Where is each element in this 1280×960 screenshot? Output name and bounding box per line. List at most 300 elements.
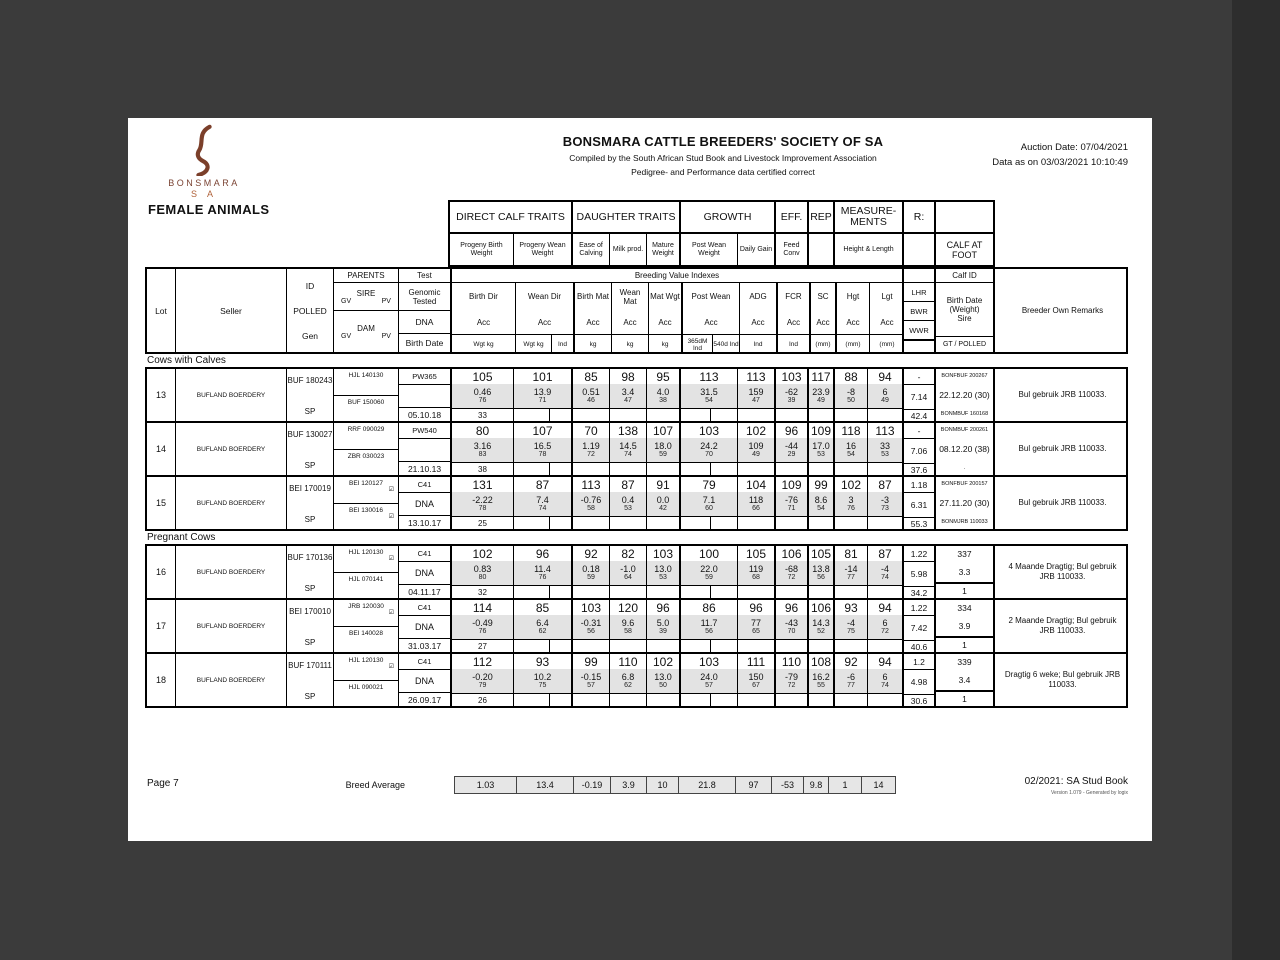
index-value: 102 [472,546,493,561]
col-header [869,283,902,352]
animal-id: BUF 180243 [287,376,333,385]
accuracy-value: 76 [478,397,487,404]
accuracy-value: 47 [752,397,760,404]
ratio-cell [902,654,934,706]
bottom-sub-a [514,463,549,475]
accuracy-value: 50 [847,397,855,404]
lhr-value: 1.18 [904,477,934,493]
bottom-cell [868,693,902,706]
value-band [868,438,902,462]
col-unit: (mm) [870,334,902,352]
breeding-value: 150 [748,672,764,682]
animals-table [145,267,1128,708]
value-col [807,423,833,475]
accuracy-value: 76 [538,574,547,581]
parents-header [333,269,398,352]
calf-mid-value: 3.3 [958,566,971,577]
col-header [515,283,573,352]
accuracy-value: 49 [817,397,825,404]
value-col [609,369,646,421]
bottom-sub-b [549,640,571,652]
accuracy-value: 66 [752,505,760,512]
value-band [452,561,513,585]
value-col [833,546,867,598]
index-value: 104 [745,477,767,492]
index-value: 79 [702,477,716,492]
col-header [611,283,648,352]
index-value: 108 [810,654,832,669]
bottom-cell [610,639,646,652]
value-col [774,477,807,529]
dna-flag: DNA [414,622,434,632]
bottom-sub-a [681,640,710,652]
bottom-cell [514,585,571,598]
bottom-cell [776,408,807,421]
value-band [647,561,679,585]
wwr-label: WWR [904,321,934,340]
calf-birth-weight: 08.12.20 (38) [939,444,990,454]
index-value: 95 [656,369,670,384]
value-col [774,654,807,706]
dam-id: HJL 070141 [348,575,384,583]
value-col [609,546,646,598]
value-col [833,369,867,421]
value-col [646,423,679,475]
accuracy-value: 42 [659,505,667,512]
polled-status: SP [304,407,316,416]
value-col [646,477,679,529]
bottom-sub-a [514,409,549,421]
accuracy-value: 75 [538,682,547,689]
index-value: 102 [745,423,767,438]
trait-group [934,202,993,232]
breeding-value: 16.2 [812,672,830,682]
bottom-cell [868,516,902,529]
breed-average-value: 10 [646,776,679,794]
value-col [679,600,737,652]
index-value: 98 [621,369,635,384]
breed-average-value: 14 [861,776,896,794]
breeding-value: 6 [882,672,888,682]
gt-polled-label: GT / POLLED [936,336,993,352]
accuracy-value: 77 [847,682,855,689]
value-col [737,654,774,706]
calf-id-header [934,269,993,352]
bottom-sub-b [549,517,571,529]
value-columns-header [452,283,902,352]
sire-cell [334,600,398,627]
value-band [681,384,737,408]
document-subtitle-2: Pedigree- and Performance data certified correct [631,167,815,177]
col-unit [516,334,573,352]
accuracy-value: 53 [881,451,889,458]
bottom-cell [681,516,737,529]
index-value: 87 [878,546,892,561]
accuracy-value: 62 [538,628,547,635]
breed-average-value: 1.03 [454,776,517,794]
value-band [647,615,679,639]
dam-header [334,311,398,352]
value-col [737,423,774,475]
value-band [868,561,902,585]
accuracy-value: 71 [787,505,796,512]
accuracy-value: 56 [817,574,825,581]
bottom-cell [514,693,571,706]
accuracy-value: 77 [847,574,855,581]
breeding-value: 9.6 [621,618,635,628]
bottom-cell [809,585,833,598]
dam-id: BUF 150060 [347,398,385,406]
birth-date: 05.10.18 [399,407,450,421]
value-band [809,438,833,462]
calf-birth-weight: 22.12.20 (30) [939,390,990,400]
animal-id: BEI 170019 [289,484,331,493]
bottom-cell [738,639,774,652]
index-value: 94 [878,369,892,384]
index-value: 82 [621,546,635,561]
breed-average-value: -0.19 [573,776,611,794]
value-band [738,492,774,516]
seller-name: BUFLAND BOERDERY [175,477,286,529]
value-col [609,423,646,475]
trait-sub: CALF AT FOOT [934,234,993,265]
test-header [398,269,450,352]
bottom-cell [835,408,867,421]
breeding-value: 4.0 [656,387,670,397]
value-band [809,492,833,516]
value-col [450,546,513,598]
value-col [679,546,737,598]
bottom-cell [776,639,807,652]
value-band [835,384,867,408]
lot-number: 16 [155,567,166,577]
ratio-header [902,269,934,352]
col-acc-label: Acc [658,317,672,327]
trait-subs-row [450,234,993,265]
value-col [833,477,867,529]
value-band [610,492,646,516]
value-col [450,477,513,529]
section-title: Cows with Calves [147,355,226,366]
header-dates [992,140,1128,170]
value-col [867,600,902,652]
index-value: 94 [878,654,892,669]
breeding-value: -8 [846,387,855,397]
weight-kg-value: 26 [452,693,513,706]
bottom-cell [647,585,679,598]
index-value: 113 [581,477,601,492]
bottom-cell [647,462,679,475]
birth-date: 26.09.17 [399,692,450,706]
animal-id-cell [286,477,333,529]
value-band [452,615,513,639]
lot-row [145,598,1128,654]
value-band [835,669,867,693]
wwr-value: 42.4 [910,410,928,421]
gen-label: Gen [301,330,319,341]
value-col [774,600,807,652]
value-band [776,384,807,408]
breeder-remarks: Bul gebruik JRB 110033. [993,369,1130,421]
dam-cell [334,573,398,599]
test-cell [398,423,450,475]
value-band [573,615,609,639]
test-name: C41 [399,654,450,670]
value-col [833,600,867,652]
breeding-value: -0.76 [580,495,602,505]
value-col [679,654,737,706]
value-band [776,615,807,639]
col-header [835,283,869,352]
breeding-value: 0.18 [582,564,600,574]
value-col [737,369,774,421]
lhr-value: 1.22 [904,546,934,562]
accuracy-value: 71 [538,397,547,404]
sire-cell [334,654,398,681]
breeding-value: -4 [880,564,889,574]
sire-id: HJL 140130 [348,372,384,379]
value-col [807,369,833,421]
dam-gvpv [341,333,391,340]
value-col [571,369,609,421]
value-band [573,438,609,462]
calf-id-top: BONFBUF 200157 [941,481,988,487]
breeding-value: 11.7 [700,618,718,628]
trait-group: DIRECT CALF TRAITS [456,210,565,223]
lhr-value: - [904,369,934,385]
breeding-values-header [450,269,902,352]
sire-id: BEI 120127 [349,480,383,487]
index-value: 96 [749,600,763,615]
document-title: BONSMARA CATTLE BREEDERS' SOCIETY OF SA [562,134,884,149]
value-band [610,561,646,585]
value-col [450,423,513,475]
index-value: 107 [532,423,553,438]
bottom-cell [835,516,867,529]
breeding-value: 8.6 [814,495,828,505]
value-band [647,492,679,516]
calf-mid-value: 3.9 [958,620,971,631]
value-band [868,669,902,693]
breeder-remarks: 4 Maande Dragtig; Bul gebruik JRB 110033. [993,546,1130,598]
dam-cell [334,504,398,530]
breeding-value: -76 [784,495,798,505]
col-unit-a: 365dM Ind [687,337,708,352]
col-label: Post Wean [691,292,731,301]
accuracy-value: 59 [587,574,595,581]
breeding-value: 11.4 [534,564,551,574]
accuracy-value: 67 [752,682,760,689]
wwr-value: 30.6 [910,695,928,706]
value-band [610,615,646,639]
accuracy-value: 29 [787,451,796,458]
accuracy-value: 59 [705,574,713,581]
index-value: 106 [781,546,802,561]
dam-cell [334,396,398,422]
value-band [738,561,774,585]
wwr-value: 34.2 [910,587,928,598]
value-col [774,369,807,421]
bottom-cell [573,639,609,652]
trait-group: R: [902,202,934,232]
bottom-cell [776,585,807,598]
window-right-shade [1232,0,1280,960]
bottom-sub-b [710,586,737,598]
animal-id-cell [286,546,333,598]
breeding-value: 0.46 [473,387,492,397]
col-unit: kg [612,334,648,352]
bottom-cell [738,462,774,475]
lot-number: 15 [155,498,166,508]
calf-cell [934,546,993,598]
bottom-sub-b [549,694,571,706]
value-col [807,546,833,598]
polled-status: SP [304,461,316,470]
value-col [571,654,609,706]
col-header [452,283,515,352]
calf-cell [934,369,993,421]
col-acc-label: Acc [586,317,600,327]
value-band [809,561,833,585]
value-band [647,384,679,408]
value-col [450,369,513,421]
test-name: PW365 [399,369,450,385]
lot-header: Lot [155,305,167,316]
breeding-value: 159 [748,387,764,397]
col-header [681,283,739,352]
index-value: 100 [698,546,720,561]
accuracy-value: 76 [847,505,855,512]
bottom-cell [681,639,737,652]
breeding-value: 118 [748,495,764,505]
col-label: SC [817,292,829,301]
bottom-cell [610,516,646,529]
breeding-value: -4 [846,618,855,628]
bottom-sub-a [681,586,710,598]
index-value: 92 [844,654,858,669]
accuracy-value: 49 [752,451,760,458]
accuracy-value: 55 [817,682,825,689]
breeding-value: -0.49 [472,618,493,628]
value-band [738,384,774,408]
breeding-value: 0.83 [473,564,492,574]
wwr-value: 37.6 [910,464,928,475]
breeding-value: 7.4 [536,495,549,505]
document-header [448,134,998,177]
animal-id: BUF 170111 [288,661,332,670]
index-value: 109 [781,477,802,492]
lhr-label: LHR [904,283,934,302]
bottom-cell [835,462,867,475]
sire-gvpv [341,298,391,305]
ratio-cell [902,477,934,529]
breeding-value: -0.31 [580,618,602,628]
dna-flag: DNA [414,499,434,509]
value-band [610,438,646,462]
col-header [739,283,776,352]
breeding-value: -6 [846,672,855,682]
test-name: C41 [399,546,450,562]
ratio-cell [902,423,934,475]
animal-id-cell [286,600,333,652]
sire-id: JRB 120030 [348,603,384,610]
bottom-cell [573,693,609,706]
lhr-value: 1.22 [904,600,934,616]
calf-sire-id: BONMBUF 160168 [940,411,989,417]
value-col [867,546,902,598]
index-value: 110 [618,654,638,669]
parents-cell [333,600,398,652]
bvi-label: Breeding Value Indexes [452,269,902,283]
col-acc-label: Acc [704,317,718,327]
breeder-remarks: Dragtig 6 weke; Bul gebruik JRB 110033. [993,654,1130,706]
document-page [128,118,1152,841]
page-number: Page 7 [147,778,179,789]
value-band [514,384,571,408]
col-unit: (mm) [811,334,835,352]
wwr-value: 55.3 [910,518,928,529]
index-value: 120 [617,600,639,615]
index-value: 81 [844,546,858,561]
accuracy-value: 80 [478,574,487,581]
calf-cell [934,477,993,529]
index-value: 105 [810,546,832,561]
bottom-cell [776,462,807,475]
value-band [868,615,902,639]
col-unit: Ind [740,334,776,352]
accuracy-value: 49 [881,397,889,404]
trait-groups-row [450,202,993,234]
bottom-cell [809,408,833,421]
breeding-value: 17.0 [812,441,830,451]
accuracy-value: 53 [624,505,632,512]
value-band [809,384,833,408]
accuracy-value: 83 [478,451,487,458]
col-acc-label: Acc [786,317,801,327]
bottom-cell [647,408,679,421]
sire-header [334,283,398,311]
polled-status: SP [304,692,316,701]
value-band [452,669,513,693]
trait-sub: Height & Length [833,234,902,265]
col-unit: kg [649,334,681,352]
breeding-value: 0.4 [621,495,635,505]
bottom-cell [868,585,902,598]
breed-average-row [455,776,896,794]
generator-version: Version 1.079 - Generated by logix [1051,790,1128,796]
value-col [833,654,867,706]
value-band [681,561,737,585]
value-band [514,669,571,693]
bottom-sub-b [710,409,737,421]
accuracy-value: 68 [752,574,760,581]
bottom-cell [610,693,646,706]
index-value: 99 [814,477,828,492]
bottom-sub-a [681,517,710,529]
index-value: 85 [584,369,598,384]
col-header [648,283,681,352]
data-as-on: Data as on 03/03/2021 10:10:49 [992,157,1128,168]
index-value: 103 [580,600,602,615]
value-col [513,546,571,598]
calf-bottom-value: 1 [936,690,993,706]
bottom-cell [647,639,679,652]
breeding-value: 5.0 [656,618,670,628]
bwr-label: BWR [904,302,934,321]
trait-group: MEASURE-MENTS [833,202,902,232]
index-value: 87 [878,477,892,492]
test-name: C41 [399,477,450,493]
